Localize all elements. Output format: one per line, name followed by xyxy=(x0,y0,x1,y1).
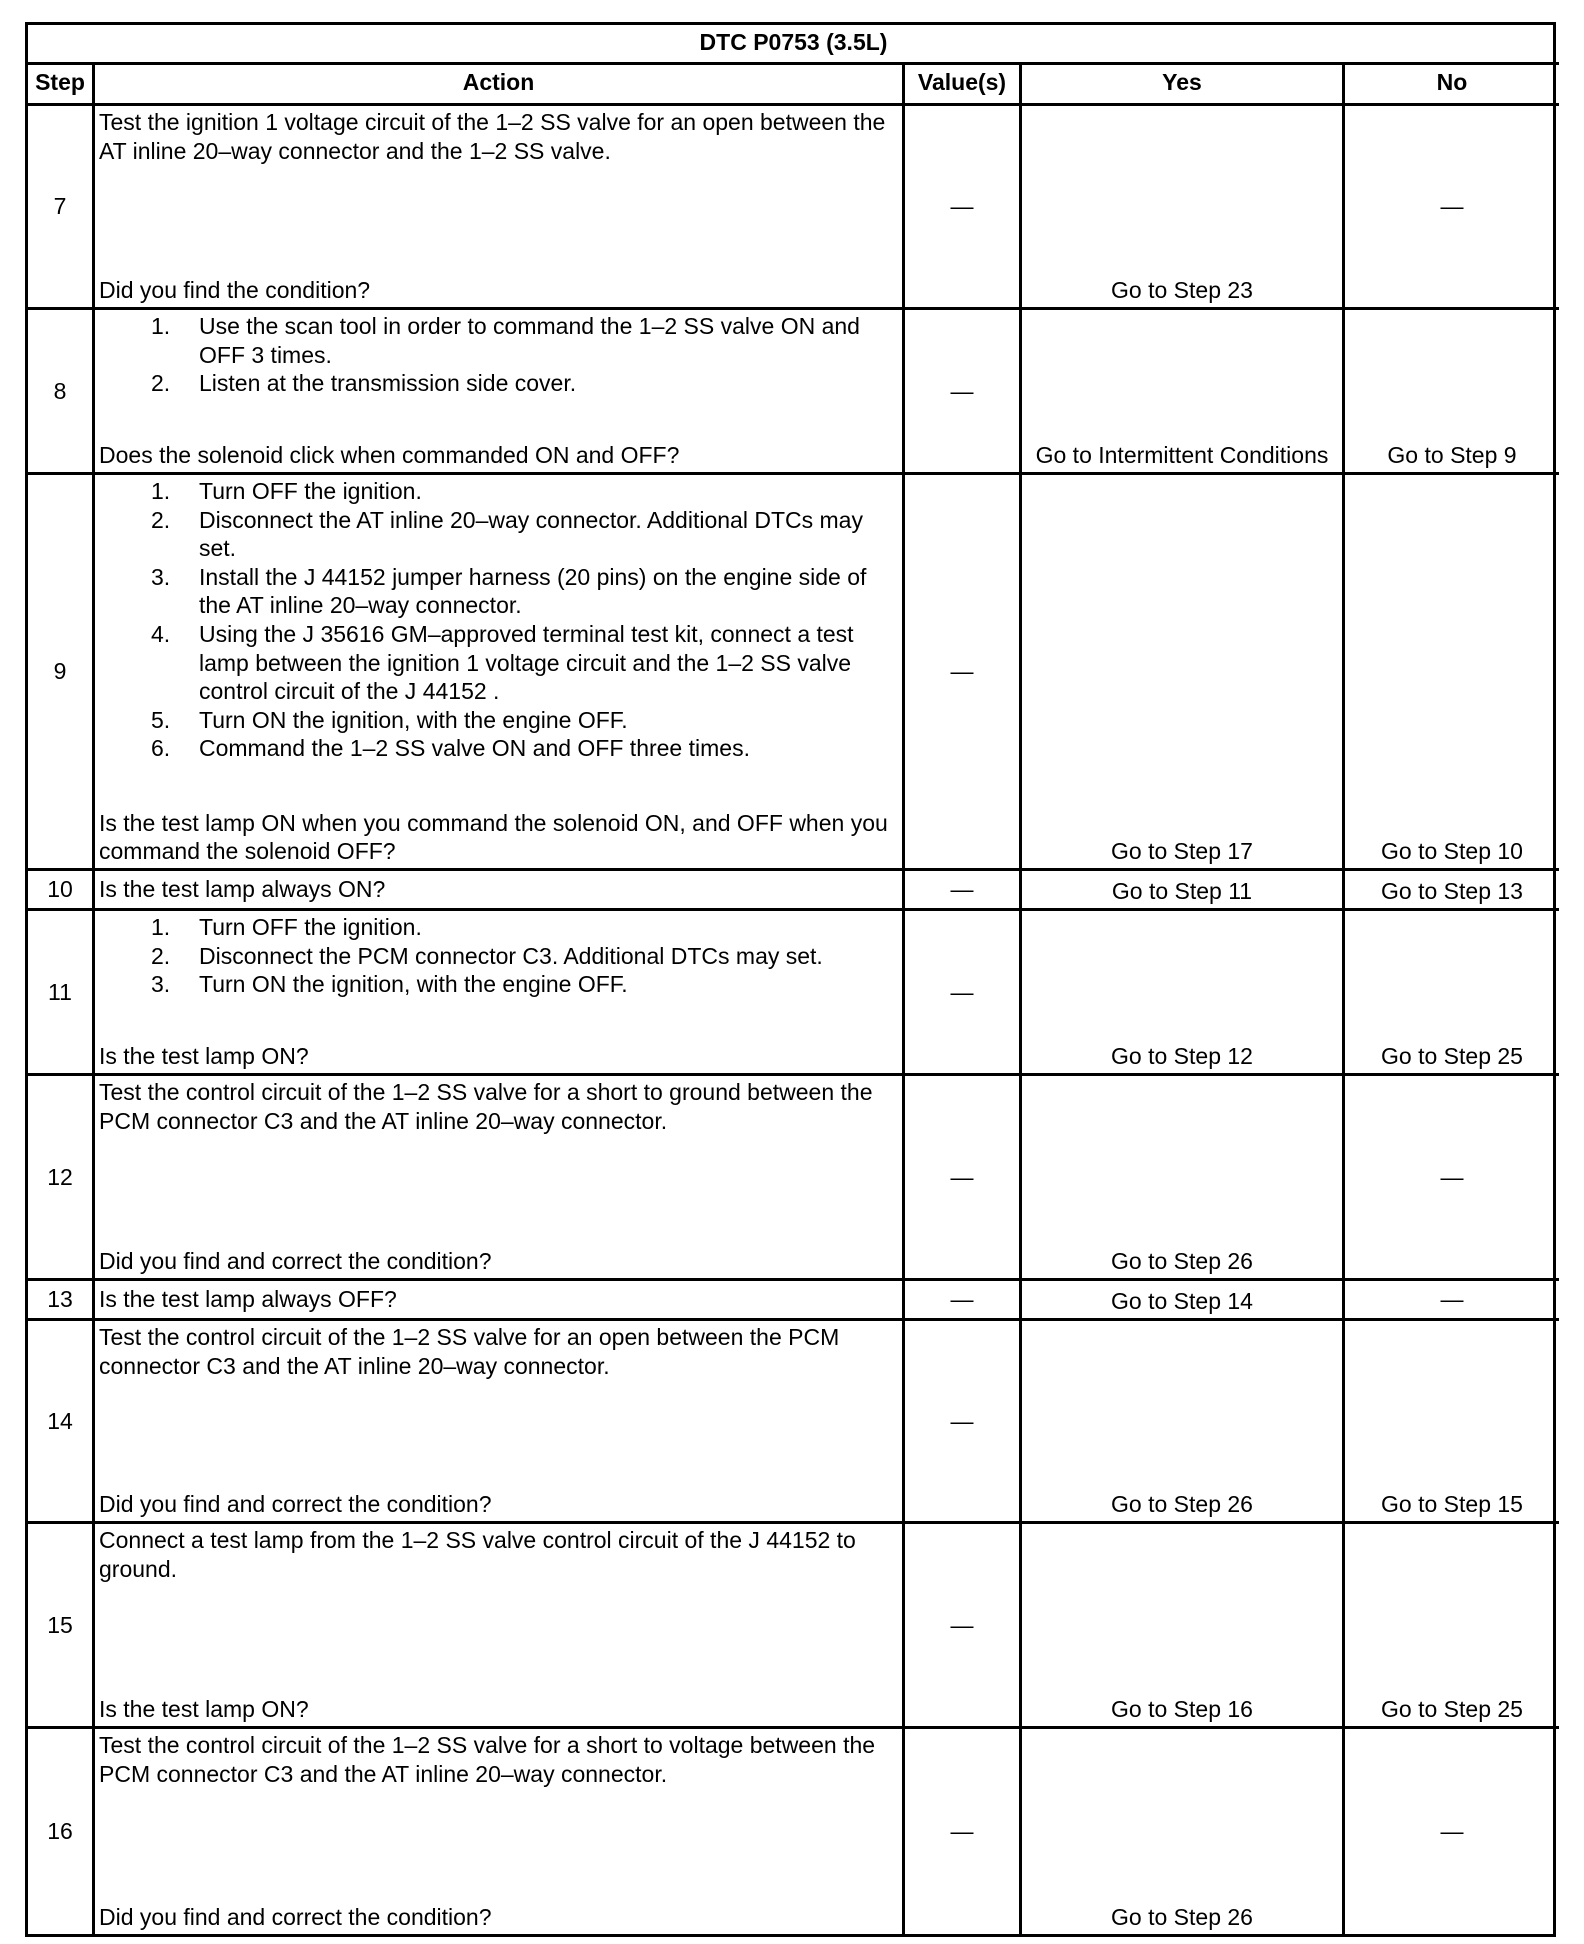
yes-result: Go to Step 12 xyxy=(1022,911,1345,1076)
action-cell xyxy=(95,106,905,310)
yes-result: Go to Step 23 xyxy=(1022,106,1345,310)
list-item-text: Disconnect the AT inline 20–way connector. Additional DTCs may set. xyxy=(199,506,863,562)
list-item-text: Use the scan tool in order to command the 1–2 SS valve ON and OFF 3 times. xyxy=(199,313,860,368)
list-item-text: Turn ON the ignition, with the engine OFF. xyxy=(199,706,628,733)
yes-result: Go to Step 14 xyxy=(1022,1281,1345,1321)
action-list-item xyxy=(99,970,898,999)
header-yes: Yes xyxy=(1022,65,1345,106)
action-list-item xyxy=(99,620,898,706)
action-question: Is the test lamp ON when you command the solenoid ON, and OFF when you command the solenoid OFF? xyxy=(99,809,888,865)
action-text: Test the control circuit of the 1–2 SS valve for a short to ground between the PCM connector C3 and the AT inline 20–way connector. xyxy=(99,1079,873,1134)
action-list-item xyxy=(99,312,898,369)
action-question: Is the test lamp ON? xyxy=(99,1696,309,1723)
list-item-text: Turn OFF the ignition. xyxy=(199,478,422,504)
action-cell xyxy=(95,911,905,1076)
action-cell xyxy=(95,475,905,871)
list-item-text: Turn ON the ignition, with the engine OFF. xyxy=(199,971,628,998)
value-cell: — xyxy=(905,106,1022,310)
list-number: 1. xyxy=(151,478,171,504)
step-number: 12 xyxy=(28,1076,95,1281)
action-question: Did you find and correct the condition? xyxy=(99,1904,492,1931)
no-result: Go to Step 25 xyxy=(1345,1524,1559,1729)
value-cell: — xyxy=(905,1281,1022,1321)
value-cell: — xyxy=(905,1729,1022,1934)
no-result: — xyxy=(1345,1281,1559,1321)
value-cell: — xyxy=(905,310,1022,475)
yes-result: Go to Step 17 xyxy=(1022,475,1345,871)
list-item-text: Turn OFF the ignition. xyxy=(199,914,422,940)
step-number: 8 xyxy=(28,310,95,475)
action-list-item xyxy=(99,563,898,620)
list-number: 1. xyxy=(151,313,171,339)
yes-result: Go to Step 11 xyxy=(1022,871,1345,911)
yes-result: Go to Step 26 xyxy=(1022,1729,1345,1934)
action-question: Did you find the condition? xyxy=(99,277,371,304)
value-cell: — xyxy=(905,1076,1022,1281)
step-number: 14 xyxy=(28,1321,95,1524)
action-cell xyxy=(95,1729,905,1934)
no-result: Go to Step 10 xyxy=(1345,475,1559,871)
value-cell: — xyxy=(905,475,1022,871)
action-question: Is the test lamp ON? xyxy=(99,1043,309,1070)
list-number: 4. xyxy=(151,620,171,647)
yes-result: Go to Step 26 xyxy=(1022,1321,1345,1524)
list-item-text: Using the J 35616 GM–approved terminal test kit, connect a test lamp between the ignition 1 voltage circuit and the 1–2 SS valve control circuit of the J 44152 . xyxy=(199,620,854,705)
action-list-item xyxy=(99,477,898,506)
no-result: Go to Step 13 xyxy=(1345,871,1559,911)
step-number: 11 xyxy=(28,911,95,1076)
action-question: Does the solenoid click when commanded ON and OFF? xyxy=(99,442,680,469)
action-question: Is the test lamp always ON? xyxy=(99,876,386,903)
list-number: 5. xyxy=(151,706,171,733)
list-number: 6. xyxy=(151,735,171,762)
action-cell xyxy=(95,871,905,911)
action-instructions xyxy=(99,1323,898,1380)
action-list-item xyxy=(99,706,898,735)
action-instructions xyxy=(99,1526,898,1583)
yes-result: Go to Step 26 xyxy=(1022,1076,1345,1281)
yes-result: Go to Intermittent Conditions xyxy=(1022,310,1345,475)
no-result: Go to Step 15 xyxy=(1345,1321,1559,1524)
action-list-item xyxy=(99,734,898,763)
no-result: Go to Step 25 xyxy=(1345,911,1559,1076)
action-instructions xyxy=(99,477,898,763)
action-list-item xyxy=(99,942,898,971)
list-number: 2. xyxy=(151,506,171,533)
action-question: Is the test lamp always OFF? xyxy=(99,1286,397,1313)
step-number: 13 xyxy=(28,1281,95,1321)
value-cell: — xyxy=(905,911,1022,1076)
value-cell: — xyxy=(905,1321,1022,1524)
list-number: 3. xyxy=(151,563,171,590)
action-instructions xyxy=(99,913,898,999)
table-title: DTC P0753 (3.5L) xyxy=(28,25,1559,65)
action-cell xyxy=(95,1524,905,1729)
action-instructions xyxy=(99,1078,898,1135)
action-cell xyxy=(95,310,905,475)
action-instructions xyxy=(99,1731,898,1788)
list-number: 3. xyxy=(151,971,171,998)
header-no: No xyxy=(1345,65,1559,106)
step-number: 16 xyxy=(28,1729,95,1934)
value-cell: — xyxy=(905,871,1022,911)
no-result: — xyxy=(1345,1076,1559,1281)
action-list-item xyxy=(99,913,898,942)
action-cell xyxy=(95,1076,905,1281)
yes-result: Go to Step 16 xyxy=(1022,1524,1345,1729)
value-cell: — xyxy=(905,1524,1022,1729)
list-item-text: Command the 1–2 SS valve ON and OFF three times. xyxy=(199,735,750,762)
list-item-text: Listen at the transmission side cover. xyxy=(199,370,577,397)
action-cell xyxy=(95,1321,905,1524)
action-question: Did you find and correct the condition? xyxy=(99,1491,492,1518)
action-list-item xyxy=(99,506,898,563)
action-instructions xyxy=(99,312,898,398)
header-values: Value(s) xyxy=(905,65,1022,106)
action-question: Did you find and correct the condition? xyxy=(99,1248,492,1275)
action-text: Connect a test lamp from the 1–2 SS valve control circuit of the J 44152 to ground. xyxy=(99,1527,856,1582)
list-number: 2. xyxy=(151,942,171,969)
action-list-item xyxy=(99,369,898,398)
no-result: Go to Step 9 xyxy=(1345,310,1559,475)
diagnostic-table xyxy=(25,22,1556,1937)
no-result: — xyxy=(1345,106,1559,310)
action-text: Test the control circuit of the 1–2 SS valve for a short to voltage between the PCM connector C3 and the AT inline 20–way connector. xyxy=(99,1732,876,1787)
step-number: 10 xyxy=(28,871,95,911)
list-item-text: Install the J 44152 jumper harness (20 pins) on the engine side of the AT inline 20–way connector. xyxy=(199,563,867,619)
action-text: Test the control circuit of the 1–2 SS valve for an open between the PCM connector C3 and the AT inline 20–way connector. xyxy=(99,1324,840,1379)
header-step: Step xyxy=(28,65,95,106)
list-item-text: Disconnect the PCM connector C3. Additional DTCs may set. xyxy=(199,942,823,969)
header-action: Action xyxy=(95,65,905,106)
list-number: 1. xyxy=(151,914,171,940)
action-cell xyxy=(95,1281,905,1321)
action-instructions xyxy=(99,108,898,165)
step-number: 9 xyxy=(28,475,95,871)
step-number: 7 xyxy=(28,106,95,310)
action-text: Test the ignition 1 voltage circuit of the 1–2 SS valve for an open between the AT inline 20–way connector and the 1–2 SS valve. xyxy=(99,109,886,164)
no-result: — xyxy=(1440,1818,1464,1845)
list-number: 2. xyxy=(151,370,171,397)
step-number: 15 xyxy=(28,1524,95,1729)
